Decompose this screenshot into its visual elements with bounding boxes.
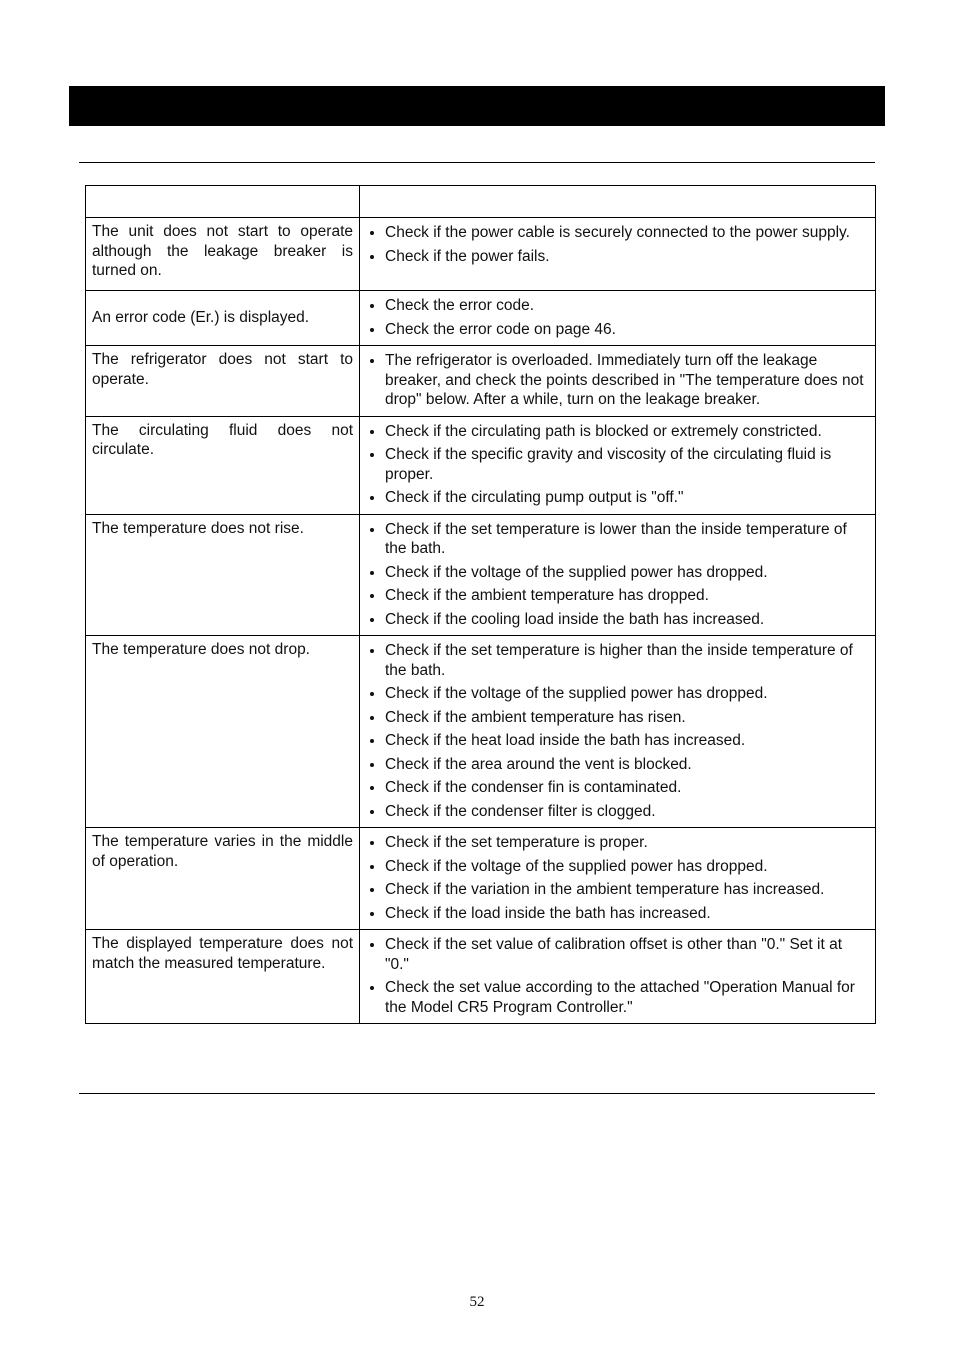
symptom-cell: An error code (Er.) is displayed. bbox=[86, 291, 360, 346]
check-cell bbox=[360, 291, 876, 346]
check-item: Check the error code on page 46. bbox=[366, 320, 869, 340]
check-item: Check if the circulating pump output is "off." bbox=[366, 488, 869, 508]
table-row bbox=[86, 346, 876, 417]
check-item: Check if the power fails. bbox=[366, 247, 869, 267]
check-cell bbox=[360, 828, 876, 930]
check-cell bbox=[360, 514, 876, 636]
check-item: The refrigerator is overloaded. Immediately turn off the leakage breaker, and check the points described in "The temperature does not drop" below. After a while, turn on the leakage breaker. bbox=[366, 351, 869, 410]
check-cell bbox=[360, 218, 876, 291]
symptom-cell: The temperature does not rise. bbox=[86, 514, 360, 636]
check-cell bbox=[360, 636, 876, 828]
check-item: Check if the variation in the ambient temperature has increased. bbox=[366, 880, 869, 900]
check-item: Check if the voltage of the supplied power has dropped. bbox=[366, 563, 869, 583]
check-item: Check if the area around the vent is blocked. bbox=[366, 755, 869, 775]
check-item: Check if the ambient temperature has risen. bbox=[366, 708, 869, 728]
check-cell bbox=[360, 416, 876, 514]
check-item: Check if the specific gravity and viscosity of the circulating fluid is proper. bbox=[366, 445, 869, 484]
bottom-divider bbox=[79, 1093, 875, 1094]
table-row bbox=[86, 636, 876, 828]
symptom-cell: The refrigerator does not start to operate. bbox=[86, 346, 360, 417]
page-number: 52 bbox=[469, 1294, 485, 1310]
table-row bbox=[86, 218, 876, 291]
table-row bbox=[86, 416, 876, 514]
table-row bbox=[86, 291, 876, 346]
table-row bbox=[86, 514, 876, 636]
check-item: Check if the set temperature is proper. bbox=[366, 833, 869, 853]
symptom-cell: The displayed temperature does not match the measured temperature. bbox=[86, 930, 360, 1024]
check-cell bbox=[360, 346, 876, 417]
header-check-cell bbox=[360, 186, 876, 218]
check-item: Check if the condenser fin is contaminated. bbox=[366, 778, 869, 798]
top-divider bbox=[79, 162, 875, 163]
check-cell bbox=[360, 930, 876, 1024]
troubleshooting-table bbox=[85, 185, 876, 1024]
check-item: Check the set value according to the attached "Operation Manual for the Model CR5 Program Controller." bbox=[366, 978, 869, 1017]
check-item: Check if the cooling load inside the bath has increased. bbox=[366, 610, 869, 630]
check-item: Check if the heat load inside the bath has increased. bbox=[366, 731, 869, 751]
check-item: Check if the load inside the bath has increased. bbox=[366, 904, 869, 924]
symptom-cell: The temperature varies in the middle of operation. bbox=[86, 828, 360, 930]
check-item: Check if the condenser filter is clogged. bbox=[366, 802, 869, 822]
header-symptom-cell bbox=[86, 186, 360, 218]
table-row bbox=[86, 930, 876, 1024]
check-item: Check if the power cable is securely connected to the power supply. bbox=[366, 223, 869, 243]
check-item: Check if the set temperature is lower than the inside temperature of the bath. bbox=[366, 520, 869, 559]
check-item: Check if the voltage of the supplied power has dropped. bbox=[366, 857, 869, 877]
table-header-row bbox=[86, 186, 876, 218]
table-row bbox=[86, 828, 876, 930]
symptom-cell: The temperature does not drop. bbox=[86, 636, 360, 828]
check-item: Check the error code. bbox=[366, 296, 869, 316]
section-banner bbox=[69, 86, 885, 126]
check-item: Check if the ambient temperature has dropped. bbox=[366, 586, 869, 606]
check-item: Check if the set value of calibration offset is other than "0." Set it at "0." bbox=[366, 935, 869, 974]
check-item: Check if the circulating path is blocked or extremely constricted. bbox=[366, 422, 869, 442]
check-item: Check if the voltage of the supplied power has dropped. bbox=[366, 684, 869, 704]
symptom-cell: The unit does not start to operate although the leakage breaker is turned on. bbox=[86, 218, 360, 291]
check-item: Check if the set temperature is higher than the inside temperature of the bath. bbox=[366, 641, 869, 680]
symptom-cell: The circulating fluid does not circulate. bbox=[86, 416, 360, 514]
